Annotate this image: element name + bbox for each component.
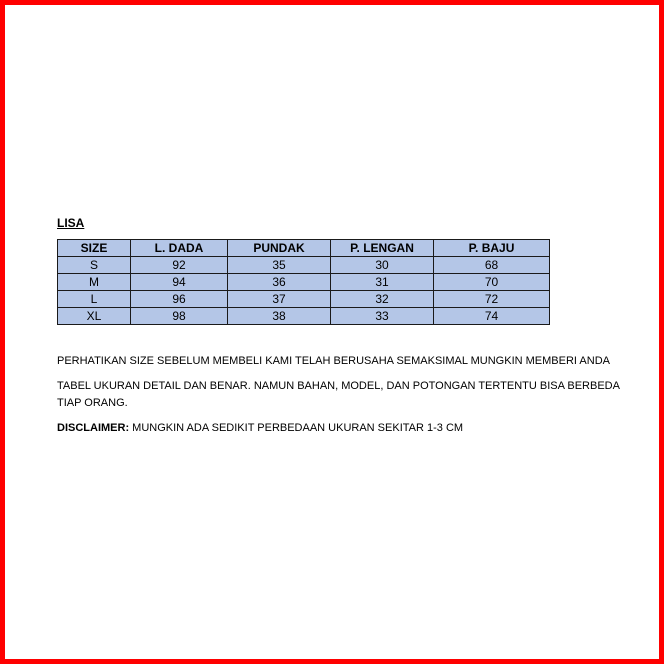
cell-l-dada: 96 xyxy=(131,291,228,308)
table-row xyxy=(58,291,550,308)
cell-p-lengan: 30 xyxy=(331,257,434,274)
header-l-dada: L. DADA xyxy=(131,240,228,257)
cell-p-lengan: 33 xyxy=(331,308,434,325)
header-pundak: PUNDAK xyxy=(228,240,331,257)
cell-size: M xyxy=(58,274,131,291)
cell-size: XL xyxy=(58,308,131,325)
disclaimer-text: MUNGKIN ADA SEDIKIT PERBEDAAN UKURAN SEKITAR 1-3 CM xyxy=(129,422,464,434)
cell-size: S xyxy=(58,257,131,274)
cell-l-dada: 92 xyxy=(131,257,228,274)
disclaimer-label: DISCLAIMER: xyxy=(57,422,130,434)
cell-l-dada: 94 xyxy=(131,274,228,291)
cell-pundak: 36 xyxy=(228,274,331,291)
cell-size: L xyxy=(58,291,131,308)
header-size: SIZE xyxy=(58,240,131,257)
cell-p-baju: 74 xyxy=(434,308,550,325)
header-p-baju: P. BAJU xyxy=(434,240,550,257)
size-table xyxy=(57,239,550,325)
note-line-1: PERHATIKAN SIZE SEBELUM MEMBELI KAMI TELAH BERUSAHA SEMAKSIMAL MUNGKIN MEMBERI ANDA xyxy=(57,355,610,367)
cell-p-baju: 68 xyxy=(434,257,550,274)
cell-p-baju: 72 xyxy=(434,291,550,308)
cell-pundak: 35 xyxy=(228,257,331,274)
cell-p-baju: 70 xyxy=(434,274,550,291)
cell-pundak: 38 xyxy=(228,308,331,325)
table-header-row xyxy=(58,240,550,257)
note-line-2: TABEL UKURAN DETAIL DAN BENAR. NAMUN BAHAN, MODEL, DAN POTONGAN TERTENTU BISA BERBEDA TIAP ORANG. xyxy=(57,380,620,409)
header-p-lengan: P. LENGAN xyxy=(331,240,434,257)
table-row xyxy=(58,308,550,325)
size-chart-document xyxy=(57,216,637,445)
table-row xyxy=(58,257,550,274)
disclaimer-paragraph xyxy=(57,420,637,437)
cell-p-lengan: 32 xyxy=(331,291,434,308)
product-title: LISA xyxy=(57,216,85,230)
table-row xyxy=(58,274,550,291)
cell-pundak: 37 xyxy=(228,291,331,308)
notes-section xyxy=(57,353,637,437)
cell-l-dada: 98 xyxy=(131,308,228,325)
cell-p-lengan: 31 xyxy=(331,274,434,291)
